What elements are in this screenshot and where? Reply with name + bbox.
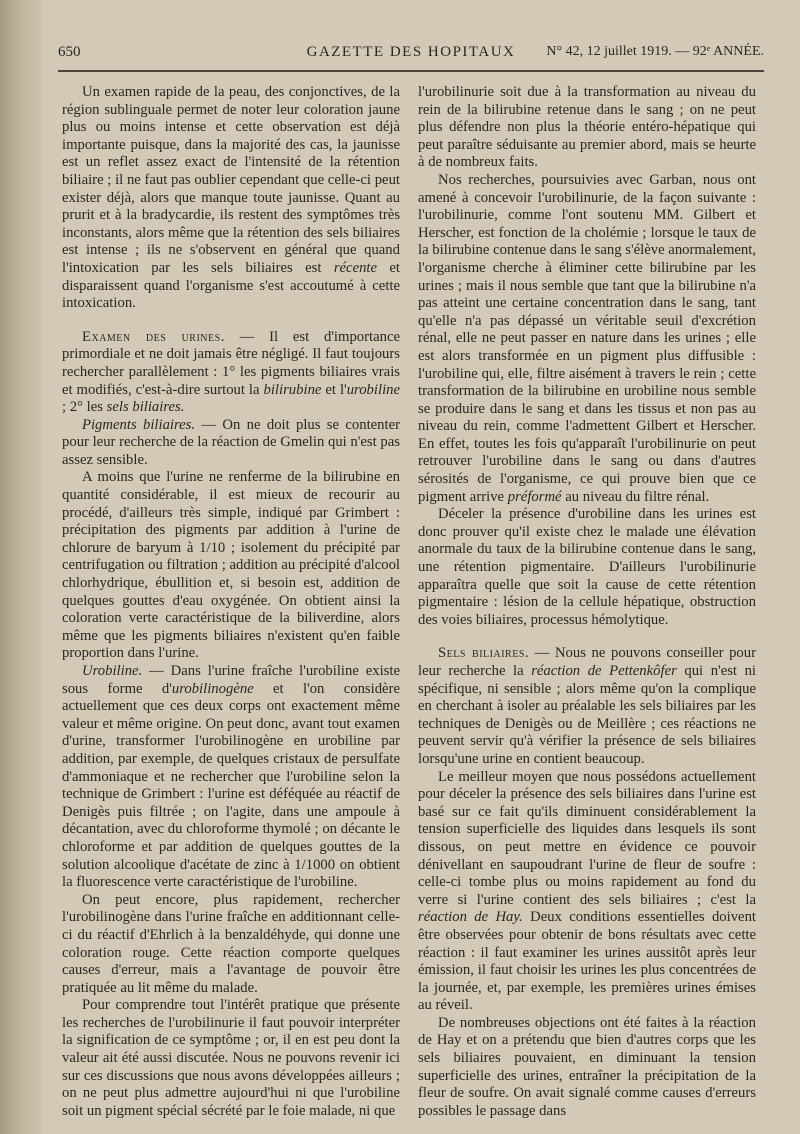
paragraph: Le meilleur moyen que nous possédons actuellement pour déceler la présence des sels biliaires dans l'urine est basé sur ce fait qu'ils diminuent considérablement la tension superficielle des liquides dans lesquels ils sont dissous, on peut mettre en évidence ce pouvoir dénivellant en saupoudrant l'urine de fleur de soufre : celle-ci tombe plus ou moins rapidement au fond du verre si l'urine contient des sels biliaires ; c'est la réaction de Hay. Deux conditions essentielles doivent être observées pour obtenir de bons résultats avec cette réaction : il faut examiner les urines aussitôt après leur émission, il faut choisir les urines les plus concentrées de la journée, et, par exemple, les premières urines émises au réveil. [418,768,756,1014]
page-header [58,44,764,66]
paragraph: l'urobilinurie soit due à la transformation au niveau du rein de la bilirubine retenue dans le sang ; on ne peut plus défendre non plus la théorie entéro-hépatique qui peut paraître séduisante au premier abord, mais se heurte à de nombreux faits. [418,84,756,171]
paragraph: On peut encore, plus rapidement, rechercher l'urobilinogène dans l'urine fraîche en additionnant celle-ci du réactif d'Ehrlich à la benzaldéhyde, qui donne une coloration rouge. Cette réaction comporte quelques causes d'erreur, mais a l'avantage de pouvoir être pratiquée au lit même du malade. [62,891,400,996]
paragraph-biliary-pigments: Pigments biliaires. — On ne doit plus se contenter pour leur recherche de la réaction de Gmelin qui n'est pas assez sensible. [62,416,401,468]
issue-info: N° 42, 12 juillet 1919. — 92ᵉ ANNÉE. [546,44,764,59]
left-column [62,84,400,1120]
page-number: 650 [58,44,81,60]
paragraph-bile-salts: Sels biliaires. — Nous ne pouvons conseiller pour leur recherche la réaction de Pettenkôfer qui n'est ni spécifique, ni sensible ; alors même qu'on la complique en cherchant à isoler au préalable les sels biliaires par les techniques de Denigès ou de Meillère ; ces réactions ne peuvent servir qu'à vérifier la présence de sels biliaires lorsqu'une urine en contient beaucoup. [418,645,757,767]
paragraph: Un examen rapide de la peau, des conjonctives, de la région sublinguale permet de noter leur coloration jaune plus ou moins intense et cette observation est déjà importante puisque, dans la majorité des cas, la jaunisse est un reflet assez exact de l'intensité de la rétention biliaire ; il ne faut pas oublier cependant que celle-ci peut exister déjà, alors que manque toute jaunisse. Quant au prurit et à la bradycardie, ils restent des symptômes très inconstants, alors même que la rétention des sels biliaires est intense ; ils ne s'observent en général que quand l'intoxication par les sels biliaires est récente et disparaissent quand l'organisme s'est accoutumé à cette intoxication. [62,84,401,312]
paragraph-urobilin: Urobiline. — Dans l'urine fraîche l'urobiline existe sous forme d'urobilinogène et l'on considère actuellement que ces deux corps ont exactement même valeur et même origine. On peut donc, avant tout examen d'urine, transformer l'urobilinogène en urobiline par addition, par exemple, de quelques cristaux de persulfate d'ammoniaque et ne rechercher que l'urobiline selon la technique de Grimbert : l'urine est déféquée au réactif de Denigès puis filtrée ; on l'agite, dans une ampoule à décantation, avec du chloroforme thymolé ; on décante le chloroforme et par addition de quelques gouttes de la solution alcoolique d'acétate de zinc à 1/1000 on obtient la fluorescence verte caractéristique de l'urobiline. [62,663,400,891]
paragraph-urine-exam: Examen des urines. — Il est d'importance primordiale et ne doit jamais être négligé. Il faut toujours rechercher parallèlement : 1° les pigments biliaires vrais et modifiés, c'est-à-dire surtout la bilirubine et l'urobiline ; 2° les sels biliaires. [62,328,401,416]
section-heading: Sels biliaires. [438,645,530,662]
right-column [418,84,756,1120]
paragraph: Déceler la présence d'urobiline dans les urines est donc prouver qu'il existe chez le malade une élévation anormale du taux de la bilirubine contenue dans le sang, une rétention pigmentaire. D'ailleurs l'urobilinurie apparaîtra quelle que soit la cause de cette rétention pigmentaire : lésion de la cellule hépatique, obstruction des voies biliaires, processus hémolytique. [418,506,756,628]
paragraph: A moins que l'urine ne renferme de la bilirubine en quantité considérable, il est mieux de recourir au procédé, d'ailleurs très simple, indiqué par Grimbert : précipitation des pigments par addition à l'urine de chlorure de baryum à 1/10 ; isolement du précipité par centrifugation ou filtration ; addition au précipité d'alcool chlorhydrique, ébullition et, si besoin est, addition de quelques gouttes d'eau oxygénée. On obtient ainsi la coloration verte caractéristique de la biliverdine, alors même que les pigments biliaires n'existent qu'en faible proportion dans l'urine. [62,469,400,662]
paragraph: Pour comprendre tout l'intérêt pratique que présente les recherches de l'urobilinurie il faut pouvoir interpréter la signification de ce symptôme ; or, il en est peu dont la valeur ait été aussi discutée. Nous ne pouvons revenir ici sur ces discussions que nous avons développées ailleurs ; on ne peut plus admettre aujourd'hui ni que l'urobiline soit un pigment spécial sécrété par le foie malade, ni que [62,997,400,1119]
section-heading: Examen des urines. [82,328,225,345]
paragraph: Nos recherches, poursuivies avec Garban, nous ont amené à concevoir l'urobilinurie, de la façon suivante : l'urobilinurie, comme l'ont soutenu MM. Gilbert et Herscher, est fonction de la cholémie ; lorsque le taux de la bilirubine contenue dans le sang s'élève anormalement, l'organisme cherche à éliminer cette bilirubine par les urines ; mais il nous semble que tant que la bilirubine n'a pas atteint une certaine concentration dans le sang, tant qu'elle n'a pas dépassé un véritable seuil d'excrétion rénal, elle ne peut passer en nature dans les urines ; elle est alors transformée en un pigment plus diffusible : l'urobiline qui, elle, filtre aisément à travers le rein ; cette transformation de la bilirubine en urobiline nous semble se produire dans le sang et dans les tissus et non pas au niveau du rein, comme l'admettent Gilbert et Herscher. En effet, toutes les fois qu'apparaît l'urobilinurie on peut retrouver l'urobiline dans le sang ou dans d'autres sérosités de l'organisme, ce qui prouve bien que ce pigment arrive préformé au niveau du filtre rénal. [418,171,756,505]
header-rule [58,70,764,72]
subheading: Pigments biliaires. [82,416,196,433]
subheading: Urobiline. [82,663,143,679]
page-binding-shadow [0,0,42,1134]
paragraph: De nombreuses objections ont été faites à la réaction de Hay et on a prétendu que bien d'autres corps que les sels biliaires pouvaient, en diminuant la tension superficielle des urines, entraîner la précipitation de la fleur de soufre. On avait signalé comme causes d'erreurs possibles le passage dans [418,1014,756,1119]
journal-title: GAZETTE DES HOPITAUX [306,44,516,60]
